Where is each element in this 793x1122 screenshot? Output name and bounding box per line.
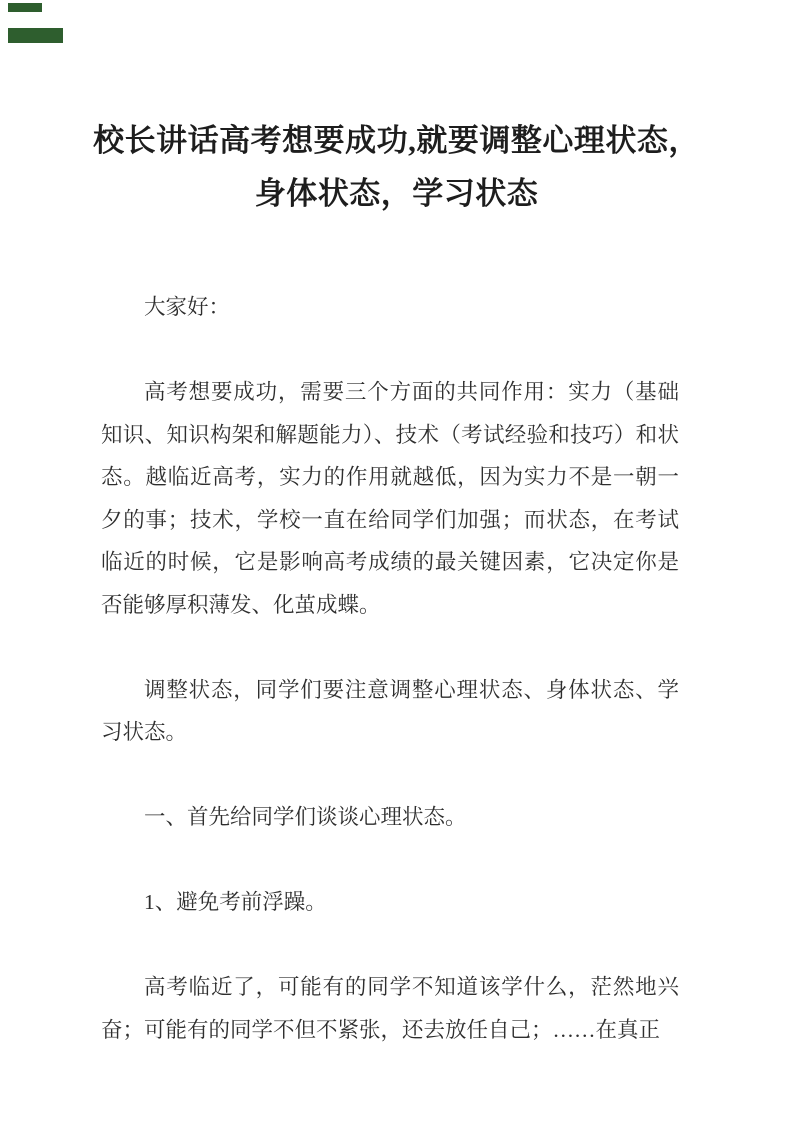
document-title [60,114,733,220]
watermark-bar-small [8,3,42,12]
greeting-paragraph: 大家好： [144,295,231,319]
watermark-bar-large [8,28,63,43]
title-line-1: 校长讲话高考想要成功,就要调整心理状态， [93,123,700,158]
paragraph-exam-three-factors: 高考想要成功，需要三个方面的共同作用：实力（基础知识、知识构架和解题能力）、技术（考试经验和技巧）和状态。越临近高考，实力的作用就越低，因为实力不是一朝一夕的事；技术，学校一直在给同学们加强；而状态，在考试临近的时候，它是影响高考成绩的最关键因素，它决定你是否能够厚积薄发、化茧成蝶。 [101,380,679,617]
subheading-avoid-restlessness: 1、避免考前浮躁。 [144,890,327,914]
document-body [101,286,679,1051]
paragraph-exam-approaching: 高考临近了，可能有的同学不知道该学什么，茫然地兴奋；可能有的同学不但不紧张，还去放任自己；……在真正 [101,975,679,1042]
section-heading-psychological-state: 一、首先给同学们谈谈心理状态。 [144,805,467,829]
paragraph-adjust-states: 调整状态，同学们要注意调整心理状态、身体状态、学习状态。 [101,677,679,744]
title-line-2: 身体状态，学习状态 [254,176,539,211]
